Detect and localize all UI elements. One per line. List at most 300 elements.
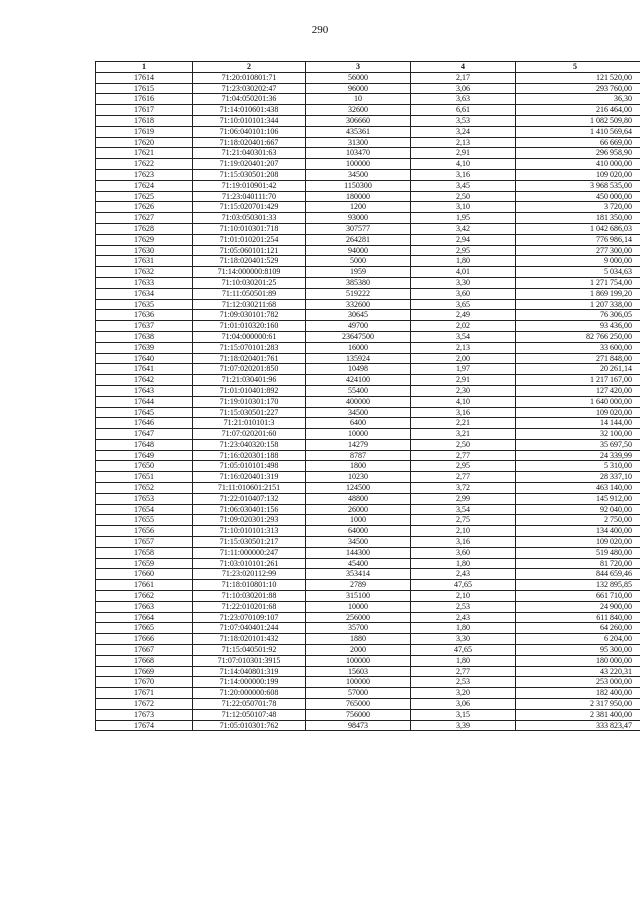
table-row bbox=[96, 493, 640, 504]
table-row bbox=[96, 677, 640, 688]
value-cell: 5 034,63 bbox=[516, 267, 640, 278]
row-number-cell: 17662 bbox=[96, 591, 193, 602]
value-cell: 1 217 167,00 bbox=[516, 375, 640, 386]
value-cell: 145 912,00 bbox=[516, 493, 640, 504]
row-number-cell: 17634 bbox=[96, 288, 193, 299]
rate-cell: 3,21 bbox=[411, 429, 516, 440]
row-number-cell: 17648 bbox=[96, 439, 193, 450]
row-number-cell: 17636 bbox=[96, 310, 193, 321]
cadastral-number-cell: 71:21:010101:3 bbox=[193, 418, 306, 429]
table-row bbox=[96, 580, 640, 591]
area-cell: 1880 bbox=[306, 634, 411, 645]
cadastral-number-cell: 71:12:050107:48 bbox=[193, 709, 306, 720]
value-cell: 134 400,00 bbox=[516, 526, 640, 537]
rate-cell: 3,54 bbox=[411, 504, 516, 515]
cadastral-number-cell: 71:09:030101:782 bbox=[193, 310, 306, 321]
rate-cell: 3,42 bbox=[411, 223, 516, 234]
table-row bbox=[96, 472, 640, 483]
rate-cell: 2,13 bbox=[411, 342, 516, 353]
area-cell: 57000 bbox=[306, 688, 411, 699]
table-row bbox=[96, 213, 640, 224]
row-number-cell: 17641 bbox=[96, 364, 193, 375]
cadastral-number-cell: 71:15:030501:217 bbox=[193, 537, 306, 548]
value-cell: 35 697,50 bbox=[516, 439, 640, 450]
cadastral-number-cell: 71:23:020112:99 bbox=[193, 569, 306, 580]
value-cell: 64 260,00 bbox=[516, 623, 640, 634]
rate-cell: 2,10 bbox=[411, 526, 516, 537]
value-cell: 127 420,00 bbox=[516, 385, 640, 396]
area-cell: 6400 bbox=[306, 418, 411, 429]
rate-cell: 3,15 bbox=[411, 709, 516, 720]
row-number-cell: 17672 bbox=[96, 699, 193, 710]
row-number-cell: 17665 bbox=[96, 623, 193, 634]
table-row bbox=[96, 83, 640, 94]
table-row bbox=[96, 267, 640, 278]
area-cell: 10230 bbox=[306, 472, 411, 483]
cadastral-number-cell: 71:10:030201:88 bbox=[193, 591, 306, 602]
cadastral-number-cell: 71:20:000000:608 bbox=[193, 688, 306, 699]
table-row bbox=[96, 94, 640, 105]
table-row bbox=[96, 645, 640, 656]
area-cell: 64000 bbox=[306, 526, 411, 537]
row-number-cell: 17614 bbox=[96, 72, 193, 83]
cadastral-number-cell: 71:14:000000:8109 bbox=[193, 267, 306, 278]
row-number-cell: 17645 bbox=[96, 407, 193, 418]
rate-cell: 2,53 bbox=[411, 677, 516, 688]
area-cell: 519222 bbox=[306, 288, 411, 299]
area-cell: 35700 bbox=[306, 623, 411, 634]
row-number-cell: 17668 bbox=[96, 655, 193, 666]
area-cell: 98473 bbox=[306, 720, 411, 731]
area-cell: 144300 bbox=[306, 547, 411, 558]
value-cell: 109 020,00 bbox=[516, 407, 640, 418]
rate-cell: 3,16 bbox=[411, 169, 516, 180]
table-row bbox=[96, 202, 640, 213]
table-row bbox=[96, 483, 640, 494]
rate-cell: 3,30 bbox=[411, 634, 516, 645]
table-row bbox=[96, 223, 640, 234]
area-cell: 10000 bbox=[306, 429, 411, 440]
rate-cell: 2,95 bbox=[411, 245, 516, 256]
area-cell: 2000 bbox=[306, 645, 411, 656]
rate-cell: 2,53 bbox=[411, 601, 516, 612]
value-cell: 109 020,00 bbox=[516, 169, 640, 180]
table-row bbox=[96, 720, 640, 731]
rate-cell: 3,24 bbox=[411, 126, 516, 137]
table-row bbox=[96, 688, 640, 699]
rate-cell: 2,95 bbox=[411, 461, 516, 472]
value-cell: 2 750,00 bbox=[516, 515, 640, 526]
rate-cell: 1,80 bbox=[411, 256, 516, 267]
value-cell: 2 381 400,00 bbox=[516, 709, 640, 720]
area-cell: 2789 bbox=[306, 580, 411, 591]
rate-cell: 2,91 bbox=[411, 375, 516, 386]
cadastral-number-cell: 71:14:010601:438 bbox=[193, 105, 306, 116]
cadastral-number-cell: 71:15:030501:208 bbox=[193, 169, 306, 180]
table-row bbox=[96, 537, 640, 548]
area-cell: 306660 bbox=[306, 115, 411, 126]
row-number-cell: 17617 bbox=[96, 105, 193, 116]
value-cell: 81 720,00 bbox=[516, 558, 640, 569]
area-cell: 1200 bbox=[306, 202, 411, 213]
area-cell: 30645 bbox=[306, 310, 411, 321]
value-cell: 82 766 250,00 bbox=[516, 331, 640, 342]
area-cell: 332600 bbox=[306, 299, 411, 310]
row-number-cell: 17656 bbox=[96, 526, 193, 537]
row-number-cell: 17673 bbox=[96, 709, 193, 720]
table-row bbox=[96, 504, 640, 515]
cadastral-number-cell: 71:01:010320:160 bbox=[193, 321, 306, 332]
table-row bbox=[96, 634, 640, 645]
cadastral-number-cell: 71:05:010301:762 bbox=[193, 720, 306, 731]
rate-cell: 3,72 bbox=[411, 483, 516, 494]
area-cell: 10000 bbox=[306, 601, 411, 612]
area-cell: 1150300 bbox=[306, 180, 411, 191]
table-row bbox=[96, 331, 640, 342]
rate-cell: 4,01 bbox=[411, 267, 516, 278]
row-number-cell: 17628 bbox=[96, 223, 193, 234]
rate-cell: 2,17 bbox=[411, 72, 516, 83]
cadastral-number-cell: 71:23:070109:107 bbox=[193, 612, 306, 623]
row-number-cell: 17631 bbox=[96, 256, 193, 267]
area-cell: 353414 bbox=[306, 569, 411, 580]
cadastral-number-cell: 71:19:020401:207 bbox=[193, 159, 306, 170]
row-number-cell: 17624 bbox=[96, 180, 193, 191]
row-number-cell: 17660 bbox=[96, 569, 193, 580]
row-number-cell: 17642 bbox=[96, 375, 193, 386]
area-cell: 96000 bbox=[306, 83, 411, 94]
cadastral-number-cell: 71:10:010101:313 bbox=[193, 526, 306, 537]
table-row bbox=[96, 72, 640, 83]
row-number-cell: 17622 bbox=[96, 159, 193, 170]
row-number-cell: 17632 bbox=[96, 267, 193, 278]
value-cell: 844 659,46 bbox=[516, 569, 640, 580]
row-number-cell: 17633 bbox=[96, 277, 193, 288]
value-cell: 1 042 686,03 bbox=[516, 223, 640, 234]
area-cell: 307577 bbox=[306, 223, 411, 234]
column-header-2: 2 bbox=[193, 62, 306, 73]
cadastral-number-cell: 71:03:010101:261 bbox=[193, 558, 306, 569]
rate-cell: 6,61 bbox=[411, 105, 516, 116]
row-number-cell: 17647 bbox=[96, 429, 193, 440]
cadastral-number-cell: 71:18:020401:667 bbox=[193, 137, 306, 148]
table-row bbox=[96, 234, 640, 245]
row-number-cell: 17620 bbox=[96, 137, 193, 148]
value-cell: 180 000,00 bbox=[516, 655, 640, 666]
table-row bbox=[96, 407, 640, 418]
table-row bbox=[96, 666, 640, 677]
rate-cell: 2,94 bbox=[411, 234, 516, 245]
area-cell: 10 bbox=[306, 94, 411, 105]
value-cell: 14 144,00 bbox=[516, 418, 640, 429]
cadastral-number-cell: 71:07:020201:60 bbox=[193, 429, 306, 440]
table-row bbox=[96, 439, 640, 450]
cadastral-number-cell: 71:10:010101:344 bbox=[193, 115, 306, 126]
value-cell: 20 261,14 bbox=[516, 364, 640, 375]
value-cell: 24 900,00 bbox=[516, 601, 640, 612]
value-cell: 463 140,00 bbox=[516, 483, 640, 494]
rate-cell: 1,80 bbox=[411, 623, 516, 634]
row-number-cell: 17646 bbox=[96, 418, 193, 429]
cadastral-number-cell: 71:16:020401:319 bbox=[193, 472, 306, 483]
table-row bbox=[96, 126, 640, 137]
cadastral-number-cell: 71:18:020401:761 bbox=[193, 353, 306, 364]
cadastral-number-cell: 71:11:000000:247 bbox=[193, 547, 306, 558]
area-cell: 180000 bbox=[306, 191, 411, 202]
rate-cell: 2,99 bbox=[411, 493, 516, 504]
rate-cell: 2,13 bbox=[411, 137, 516, 148]
value-cell: 6 204,00 bbox=[516, 634, 640, 645]
value-cell: 24 339,99 bbox=[516, 450, 640, 461]
value-cell: 95 300,00 bbox=[516, 645, 640, 656]
table-row bbox=[96, 461, 640, 472]
cadastral-number-cell: 71:09:020301:293 bbox=[193, 515, 306, 526]
rate-cell: 4,10 bbox=[411, 159, 516, 170]
value-cell: 271 848,00 bbox=[516, 353, 640, 364]
rate-cell: 4,10 bbox=[411, 396, 516, 407]
area-cell: 424100 bbox=[306, 375, 411, 386]
value-cell: 1 207 338,00 bbox=[516, 299, 640, 310]
area-cell: 8787 bbox=[306, 450, 411, 461]
area-cell: 94000 bbox=[306, 245, 411, 256]
rate-cell: 2,21 bbox=[411, 418, 516, 429]
area-cell: 100000 bbox=[306, 655, 411, 666]
value-cell: 181 350,00 bbox=[516, 213, 640, 224]
value-cell: 277 300,00 bbox=[516, 245, 640, 256]
value-cell: 5 310,00 bbox=[516, 461, 640, 472]
area-cell: 435361 bbox=[306, 126, 411, 137]
table-row bbox=[96, 342, 640, 353]
area-cell: 49700 bbox=[306, 321, 411, 332]
table-row bbox=[96, 569, 640, 580]
column-header-3: 3 bbox=[306, 62, 411, 73]
cadastral-number-cell: 71:14:040801:319 bbox=[193, 666, 306, 677]
area-cell: 135924 bbox=[306, 353, 411, 364]
value-cell: 216 464,00 bbox=[516, 105, 640, 116]
value-cell: 109 020,00 bbox=[516, 537, 640, 548]
rate-cell: 2,50 bbox=[411, 191, 516, 202]
value-cell: 1 082 509,80 bbox=[516, 115, 640, 126]
rate-cell: 3,63 bbox=[411, 94, 516, 105]
value-cell: 776 986,14 bbox=[516, 234, 640, 245]
cadastral-number-cell: 71:20:010801:71 bbox=[193, 72, 306, 83]
table-row bbox=[96, 385, 640, 396]
value-cell: 132 895,85 bbox=[516, 580, 640, 591]
cadastral-number-cell: 71:05:010101:498 bbox=[193, 461, 306, 472]
table-row bbox=[96, 558, 640, 569]
rate-cell: 2,91 bbox=[411, 148, 516, 159]
area-cell: 315100 bbox=[306, 591, 411, 602]
cadastral-number-cell: 71:01:010401:892 bbox=[193, 385, 306, 396]
cadastral-number-cell: 71:22:050701:78 bbox=[193, 699, 306, 710]
rate-cell: 47,65 bbox=[411, 580, 516, 591]
cadastral-number-cell: 71:05:060101:121 bbox=[193, 245, 306, 256]
table-row bbox=[96, 591, 640, 602]
row-number-cell: 17637 bbox=[96, 321, 193, 332]
table-body bbox=[96, 72, 640, 731]
row-number-cell: 17666 bbox=[96, 634, 193, 645]
value-cell: 519 480,00 bbox=[516, 547, 640, 558]
row-number-cell: 17652 bbox=[96, 483, 193, 494]
area-cell: 100000 bbox=[306, 677, 411, 688]
rate-cell: 3,10 bbox=[411, 202, 516, 213]
row-number-cell: 17638 bbox=[96, 331, 193, 342]
table-row bbox=[96, 148, 640, 159]
value-cell: 1 869 199,20 bbox=[516, 288, 640, 299]
cadastral-number-cell: 71:19:010901:42 bbox=[193, 180, 306, 191]
row-number-cell: 17654 bbox=[96, 504, 193, 515]
cadastral-number-cell: 71:23:040111:70 bbox=[193, 191, 306, 202]
table-row bbox=[96, 699, 640, 710]
table-row bbox=[96, 299, 640, 310]
value-cell: 450 000,00 bbox=[516, 191, 640, 202]
row-number-cell: 17663 bbox=[96, 601, 193, 612]
cadastral-number-cell: 71:22:010407:132 bbox=[193, 493, 306, 504]
page-number: 290 bbox=[311, 24, 329, 36]
row-number-cell: 17630 bbox=[96, 245, 193, 256]
rate-cell: 2,77 bbox=[411, 472, 516, 483]
cadastral-number-cell: 71:07:040401:244 bbox=[193, 623, 306, 634]
rate-cell: 2,77 bbox=[411, 450, 516, 461]
cadastral-number-cell: 71:10:030201:25 bbox=[193, 277, 306, 288]
row-number-cell: 17619 bbox=[96, 126, 193, 137]
value-cell: 2 317 950,00 bbox=[516, 699, 640, 710]
row-number-cell: 17625 bbox=[96, 191, 193, 202]
table-row bbox=[96, 277, 640, 288]
table-row bbox=[96, 429, 640, 440]
rate-cell: 1,97 bbox=[411, 364, 516, 375]
table-row bbox=[96, 169, 640, 180]
value-cell: 33 600,00 bbox=[516, 342, 640, 353]
table-row bbox=[96, 418, 640, 429]
area-cell: 1959 bbox=[306, 267, 411, 278]
rate-cell: 2,75 bbox=[411, 515, 516, 526]
value-cell: 1 410 569,64 bbox=[516, 126, 640, 137]
area-cell: 26000 bbox=[306, 504, 411, 515]
cadastral-number-cell: 71:10:010301:718 bbox=[193, 223, 306, 234]
rate-cell: 2,00 bbox=[411, 353, 516, 364]
rate-cell: 3,16 bbox=[411, 537, 516, 548]
value-cell: 76 306,05 bbox=[516, 310, 640, 321]
value-cell: 293 760,00 bbox=[516, 83, 640, 94]
row-number-cell: 17639 bbox=[96, 342, 193, 353]
table-row bbox=[96, 623, 640, 634]
area-cell: 765000 bbox=[306, 699, 411, 710]
area-cell: 1800 bbox=[306, 461, 411, 472]
rate-cell: 2,02 bbox=[411, 321, 516, 332]
row-number-cell: 17621 bbox=[96, 148, 193, 159]
cadastral-number-cell: 71:15:030501:227 bbox=[193, 407, 306, 418]
rate-cell: 3,60 bbox=[411, 547, 516, 558]
area-cell: 34500 bbox=[306, 537, 411, 548]
row-number-cell: 17653 bbox=[96, 493, 193, 504]
value-cell: 253 000,00 bbox=[516, 677, 640, 688]
area-cell: 385380 bbox=[306, 277, 411, 288]
cadastral-number-cell: 71:15:070101:283 bbox=[193, 342, 306, 353]
rate-cell: 2,10 bbox=[411, 591, 516, 602]
area-cell: 32600 bbox=[306, 105, 411, 116]
value-cell: 661 710,00 bbox=[516, 591, 640, 602]
table-row bbox=[96, 612, 640, 623]
table-row bbox=[96, 105, 640, 116]
column-header-5: 5 bbox=[516, 62, 640, 73]
table-row bbox=[96, 450, 640, 461]
row-number-cell: 17644 bbox=[96, 396, 193, 407]
area-cell: 264281 bbox=[306, 234, 411, 245]
row-number-cell: 17626 bbox=[96, 202, 193, 213]
cadastral-number-cell: 71:11:010601:2151 bbox=[193, 483, 306, 494]
row-number-cell: 17627 bbox=[96, 213, 193, 224]
cadastral-number-cell: 71:01:010201:254 bbox=[193, 234, 306, 245]
cadastral-number-cell: 71:23:030202:47 bbox=[193, 83, 306, 94]
area-cell: 23647500 bbox=[306, 331, 411, 342]
rate-cell: 1,80 bbox=[411, 558, 516, 569]
rate-cell: 3,16 bbox=[411, 407, 516, 418]
area-cell: 14279 bbox=[306, 439, 411, 450]
value-cell: 1 271 754,00 bbox=[516, 277, 640, 288]
table-row bbox=[96, 709, 640, 720]
table-row bbox=[96, 396, 640, 407]
table-row bbox=[96, 159, 640, 170]
area-cell: 45400 bbox=[306, 558, 411, 569]
table-row bbox=[96, 655, 640, 666]
value-cell: 1 640 000,00 bbox=[516, 396, 640, 407]
rate-cell: 3,20 bbox=[411, 688, 516, 699]
row-number-cell: 17670 bbox=[96, 677, 193, 688]
area-cell: 756000 bbox=[306, 709, 411, 720]
row-number-cell: 17616 bbox=[96, 94, 193, 105]
cadastral-number-cell: 71:19:010301:170 bbox=[193, 396, 306, 407]
rate-cell: 3,39 bbox=[411, 720, 516, 731]
table-row bbox=[96, 180, 640, 191]
row-number-cell: 17667 bbox=[96, 645, 193, 656]
cadastral-number-cell: 71:07:010301:3915 bbox=[193, 655, 306, 666]
rate-cell: 1,80 bbox=[411, 655, 516, 666]
area-cell: 56000 bbox=[306, 72, 411, 83]
cadastral-number-cell: 71:06:030401:156 bbox=[193, 504, 306, 515]
area-cell: 93000 bbox=[306, 213, 411, 224]
cadastral-number-cell: 71:04:000000:61 bbox=[193, 331, 306, 342]
rate-cell: 1,95 bbox=[411, 213, 516, 224]
area-cell: 103470 bbox=[306, 148, 411, 159]
rate-cell: 3,65 bbox=[411, 299, 516, 310]
row-number-cell: 17661 bbox=[96, 580, 193, 591]
area-cell: 400000 bbox=[306, 396, 411, 407]
table-row bbox=[96, 245, 640, 256]
area-cell: 48800 bbox=[306, 493, 411, 504]
value-cell: 32 100,00 bbox=[516, 429, 640, 440]
table-row bbox=[96, 601, 640, 612]
data-table bbox=[95, 61, 640, 731]
value-cell: 3 720,00 bbox=[516, 202, 640, 213]
table-row bbox=[96, 515, 640, 526]
rate-cell: 3,60 bbox=[411, 288, 516, 299]
cadastral-number-cell: 71:22:010201:68 bbox=[193, 601, 306, 612]
value-cell: 36,30 bbox=[516, 94, 640, 105]
row-number-cell: 17618 bbox=[96, 115, 193, 126]
table-row bbox=[96, 547, 640, 558]
cadastral-number-cell: 71:11:050501:89 bbox=[193, 288, 306, 299]
cadastral-number-cell: 71:18:020401:529 bbox=[193, 256, 306, 267]
row-number-cell: 17650 bbox=[96, 461, 193, 472]
table-row bbox=[96, 375, 640, 386]
row-number-cell: 17615 bbox=[96, 83, 193, 94]
column-header-1: 1 bbox=[96, 62, 193, 73]
area-cell: 10498 bbox=[306, 364, 411, 375]
value-cell: 3 968 535,00 bbox=[516, 180, 640, 191]
table-row bbox=[96, 526, 640, 537]
rate-cell: 3,53 bbox=[411, 115, 516, 126]
